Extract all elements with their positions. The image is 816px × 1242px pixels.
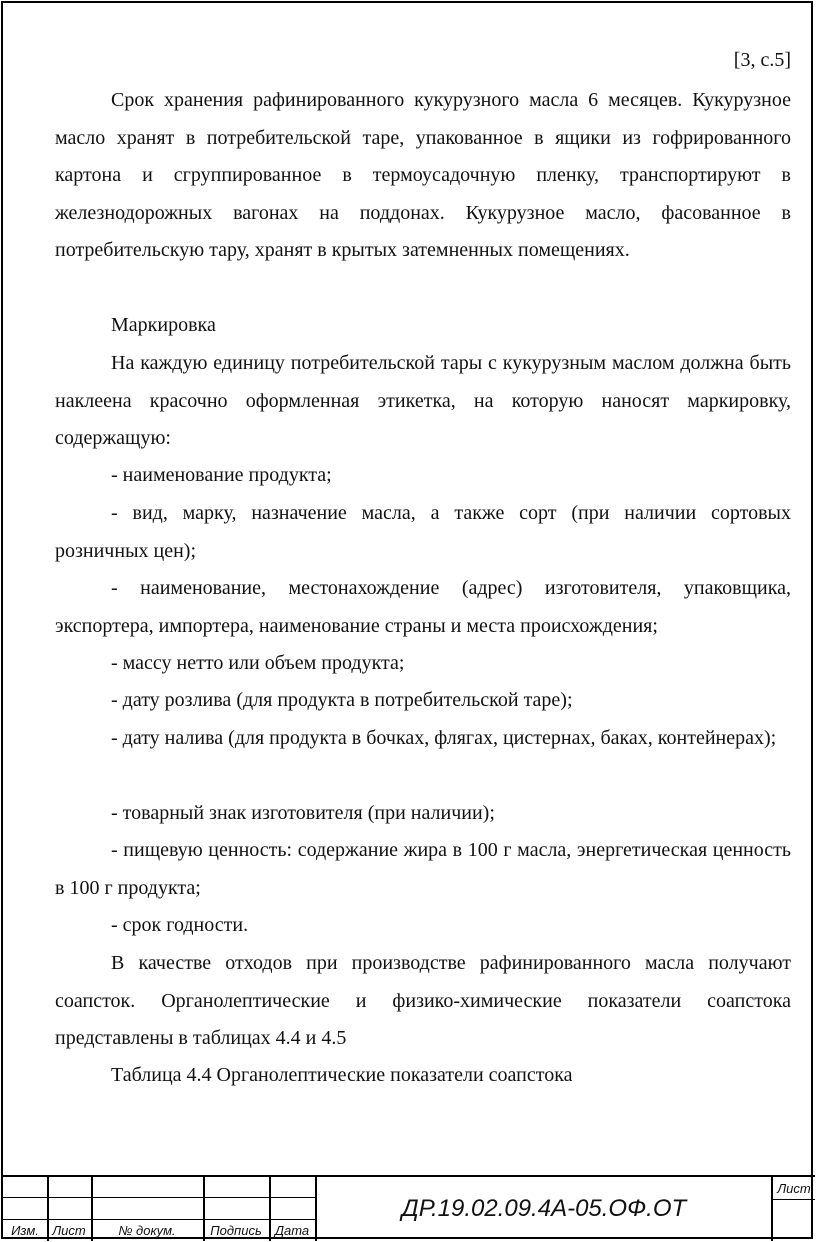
- title-block: [3, 1175, 815, 1241]
- source-reference: [3, с.5]: [733, 49, 791, 71]
- table-caption: Таблица 4.4 Органолептические показатели соапстока: [111, 1064, 573, 1086]
- list-item-net-mass: - массу нетто или объем продукта;: [111, 652, 405, 674]
- stamp-label-signature: Подпись: [210, 1223, 262, 1238]
- list-item-product-name: - наименование продукта;: [111, 464, 332, 486]
- stamp-label-sheet: Лист: [52, 1223, 86, 1238]
- paragraph-storage: Срок хранения рафинированного кукурузного масла 6 месяцев. Кукурузное масло хранят в потребительской таре, упакованное в ящики из гофрированного картона и сгруппированное в термоусадочную пленку, транспортируют в железнодорожных вагонах на поддонах. Кукурузное масло, фасованное в потребительскую тару, хранят в крытых затемненных помещениях.: [55, 89, 791, 261]
- sheet-label: Лист: [777, 1181, 811, 1196]
- paragraph-heading-marking: Маркировка: [111, 314, 216, 336]
- list-item-bottling-date: - дату розлива (для продукта в потребительской таре);: [111, 689, 573, 711]
- page-frame: [1, 1, 813, 1239]
- list-item-nutrition: - пищевую ценность: содержание жира в 100 г масла, энергетическая ценность в 100 г продукта;: [55, 839, 791, 899]
- stamp-label-change: Изм.: [11, 1223, 39, 1238]
- list-item-filling-date: - дату налива (для продукта в бочках, флягах, цистернах, баках, контейнерах);: [111, 727, 777, 749]
- list-item-type-grade: - вид, марку, назначение масла, а также сорт (при наличии сортовых розничных цен);: [55, 502, 791, 562]
- paragraph-soapstock: В качестве отходов при производстве рафинированного масла получают соапсток. Органолептические и физико-химические показатели соапстока представлены в таблицах 4.4 и 4.5: [55, 952, 791, 1049]
- list-item-manufacturer: - наименование, местонахождение (адрес) изготовителя, упаковщика, экспортера, импортера, наименование страны и места происхождения;: [55, 577, 791, 637]
- sheet-separator: [773, 1199, 815, 1200]
- stamp-label-doc-number: № докум.: [118, 1223, 176, 1238]
- list-item-shelf-life: - срок годности.: [111, 914, 249, 936]
- paragraph-marking-intro: На каждую единицу потребительской тары с кукурузным маслом должна быть наклеена красочно оформленная этикетка, на которую наносят маркировку, содержащую:: [55, 352, 791, 449]
- document-code: ДР.19.02.09.4А-05.ОФ.ОТ: [401, 1195, 687, 1222]
- sheet-number-cell: [773, 1177, 815, 1241]
- list-item-trademark: - товарный знак изготовителя (при наличии);: [111, 802, 495, 824]
- stamp-label-date: Дата: [274, 1223, 310, 1238]
